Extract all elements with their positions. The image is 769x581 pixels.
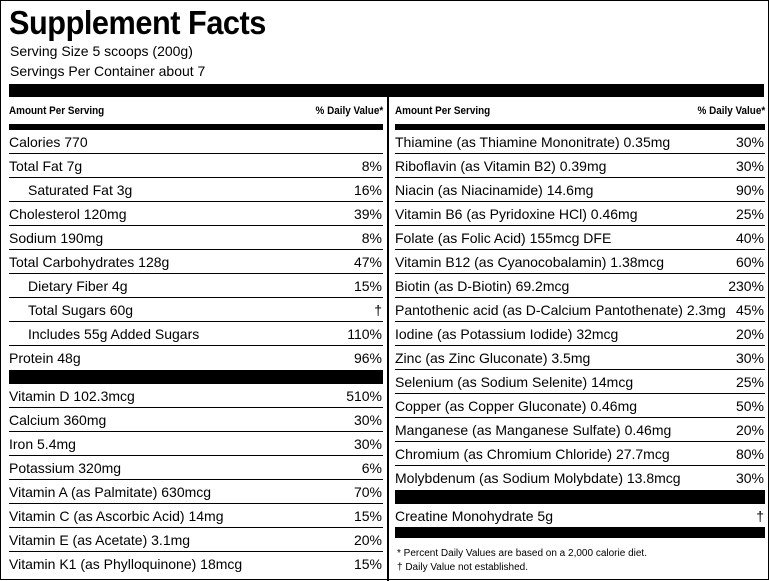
nutrient-value: 20% bbox=[735, 421, 764, 438]
nutrient-row bbox=[9, 298, 383, 322]
nutrient-value: 30% bbox=[735, 470, 764, 486]
section-thick-rule bbox=[9, 370, 383, 384]
nutrient-row bbox=[9, 202, 383, 226]
daily-value-label: % Daily Value* bbox=[697, 104, 765, 117]
nutrient-row bbox=[9, 250, 383, 274]
nutrient-value: 30% bbox=[735, 349, 764, 366]
nutrient-value: 15% bbox=[353, 556, 382, 572]
nutrient-row bbox=[395, 370, 765, 394]
nutrient-value: 47% bbox=[353, 253, 382, 270]
nutrient-value: 50% bbox=[735, 397, 764, 414]
nutrient-label: Total Sugars 60g bbox=[28, 301, 134, 318]
nutrient-label: Calcium 360mg bbox=[9, 411, 107, 428]
daily-value-label: % Daily Value* bbox=[315, 104, 383, 117]
nutrient-row bbox=[9, 504, 383, 528]
nutrient-row bbox=[9, 154, 383, 178]
amount-per-serving-label: Amount Per Serving bbox=[395, 104, 491, 117]
nutrient-row bbox=[9, 432, 383, 456]
nutrient-value: 110% bbox=[347, 325, 382, 342]
left-column-header bbox=[9, 97, 383, 124]
nutrient-value: 8% bbox=[361, 229, 382, 246]
nutrient-row bbox=[9, 480, 383, 504]
nutrient-row bbox=[9, 346, 383, 370]
nutrient-value: 16% bbox=[353, 181, 382, 198]
panel-title: Supplement Facts bbox=[9, 4, 266, 41]
nutrient-label: Calories 770 bbox=[9, 133, 88, 150]
nutrient-label: Total Fat 7g bbox=[9, 157, 83, 174]
nutrient-label: Folate (as Folic Acid) 155mcg DFE bbox=[395, 229, 612, 246]
nutrient-value: 8% bbox=[361, 157, 382, 174]
nutrient-value: 70% bbox=[353, 483, 382, 500]
nutrient-row bbox=[395, 442, 765, 466]
nutrient-label: Biotin (as D-Biotin) 69.2mcg bbox=[395, 277, 570, 294]
nutrient-label: Creatine Monohydrate 5g bbox=[395, 507, 553, 524]
nutrient-value: † bbox=[756, 507, 764, 524]
nutrient-value: 20% bbox=[735, 325, 764, 342]
nutrient-label: Manganese (as Manganese Sulfate) 0.46mg bbox=[395, 421, 672, 438]
nutrient-row bbox=[395, 346, 765, 370]
nutrient-row bbox=[395, 504, 765, 528]
nutrient-label: Includes 55g Added Sugars bbox=[28, 325, 200, 342]
nutrient-row bbox=[9, 456, 383, 480]
nutrient-value: 30% bbox=[353, 411, 382, 428]
nutrient-value: 96% bbox=[353, 350, 382, 366]
nutrient-label: Pantothenic acid (as D-Calcium Pantothenate) 2.3mg bbox=[395, 301, 726, 318]
nutrient-value: 20% bbox=[353, 531, 382, 548]
nutrient-label: Saturated Fat 3g bbox=[28, 181, 133, 198]
footnote-dagger: † Daily Value not established. bbox=[397, 562, 529, 573]
nutrient-value: † bbox=[374, 301, 382, 318]
nutrient-label: Molybdenum (as Sodium Molybdate) 13.8mcg bbox=[395, 470, 681, 486]
right-column bbox=[395, 97, 765, 575]
nutrient-row bbox=[395, 178, 765, 202]
nutrient-row bbox=[395, 322, 765, 346]
top-thick-rule bbox=[9, 84, 764, 97]
amount-per-serving-label: Amount Per Serving bbox=[9, 104, 105, 117]
nutrient-label: Selenium (as Sodium Selenite) 14mcg bbox=[395, 373, 634, 390]
nutrient-value: 15% bbox=[353, 507, 382, 524]
nutrient-label: Vitamin D 102.3mcg bbox=[9, 387, 135, 404]
nutrient-row bbox=[9, 384, 383, 408]
nutrient-label: Potassium 320mg bbox=[9, 459, 122, 476]
nutrient-row bbox=[9, 552, 383, 576]
nutrient-label: Vitamin K1 (as Phylloquinone) 18mcg bbox=[9, 556, 243, 572]
left-column bbox=[9, 97, 383, 576]
right-column-header bbox=[395, 97, 765, 124]
nutrient-value: 39% bbox=[353, 205, 382, 222]
nutrient-value: 45% bbox=[735, 301, 764, 318]
nutrient-row bbox=[395, 298, 765, 322]
nutrient-label: Vitamin B12 (as Cyanocobalamin) 1.38mcg bbox=[395, 253, 664, 270]
nutrient-row bbox=[9, 226, 383, 250]
nutrient-row bbox=[395, 154, 765, 178]
nutrient-label: Dietary Fiber 4g bbox=[28, 277, 128, 294]
nutrient-label: Sodium 190mg bbox=[9, 229, 104, 246]
nutrient-label: Chromium (as Chromium Chloride) 27.7mcg bbox=[395, 445, 670, 462]
nutrient-label: Vitamin E (as Acetate) 3.1mg bbox=[9, 531, 191, 548]
section-thick-rule bbox=[395, 528, 765, 538]
nutrient-value: 30% bbox=[735, 133, 764, 150]
nutrient-label: Vitamin B6 (as Pyridoxine HCl) 0.46mg bbox=[395, 205, 638, 222]
nutrient-label: Vitamin A (as Palmitate) 630mcg bbox=[9, 483, 212, 500]
nutrient-row bbox=[395, 274, 765, 298]
nutrient-row bbox=[395, 202, 765, 226]
nutrient-value: 40% bbox=[735, 229, 764, 246]
column-divider bbox=[387, 97, 389, 581]
nutrient-row bbox=[9, 178, 383, 202]
nutrient-label: Niacin (as Niacinamide) 14.6mg bbox=[395, 181, 594, 198]
nutrient-label: Total Carbohydrates 128g bbox=[9, 253, 170, 270]
nutrient-row bbox=[9, 274, 383, 298]
nutrient-label: Protein 48g bbox=[9, 350, 81, 366]
nutrient-value: 60% bbox=[735, 253, 764, 270]
nutrient-label: Copper (as Copper Gluconate) 0.46mg bbox=[395, 397, 638, 414]
nutrient-value: 30% bbox=[353, 435, 382, 452]
nutrient-row bbox=[9, 528, 383, 552]
nutrient-label: Iron 5.4mg bbox=[9, 435, 76, 452]
serving-size: Serving Size 5 scoops (200g) bbox=[10, 43, 193, 59]
nutrient-row bbox=[395, 226, 765, 250]
nutrient-value: 230% bbox=[728, 277, 764, 294]
nutrient-value: 90% bbox=[735, 181, 764, 198]
nutrient-value: 80% bbox=[735, 445, 764, 462]
servings-per-container: Servings Per Container about 7 bbox=[10, 63, 206, 79]
nutrient-row bbox=[395, 130, 765, 154]
nutrient-value: 15% bbox=[353, 277, 382, 294]
nutrient-row bbox=[9, 408, 383, 432]
nutrient-label: Riboflavin (as Vitamin B2) 0.39mg bbox=[395, 157, 607, 174]
nutrient-row bbox=[395, 466, 765, 490]
footnote-daily-value: * Percent Daily Values are based on a 2,000 calorie diet. bbox=[397, 548, 647, 559]
nutrient-value: 25% bbox=[735, 373, 764, 390]
nutrient-row bbox=[395, 394, 765, 418]
nutrient-value: 25% bbox=[735, 205, 764, 222]
nutrient-label: Iodine (as Potassium Iodide) 32mcg bbox=[395, 325, 619, 342]
nutrient-label: Zinc (as Zinc Gluconate) 3.5mg bbox=[395, 349, 591, 366]
nutrient-value: 30% bbox=[735, 157, 764, 174]
nutrient-value: 510% bbox=[346, 387, 382, 404]
nutrient-value: 6% bbox=[361, 459, 382, 476]
nutrient-row bbox=[9, 130, 383, 154]
section-thick-rule bbox=[395, 490, 765, 504]
nutrient-row bbox=[9, 322, 383, 346]
nutrient-label: Thiamine (as Thiamine Mononitrate) 0.35mg bbox=[395, 133, 671, 150]
nutrient-label: Cholesterol 120mg bbox=[9, 205, 127, 222]
nutrient-row bbox=[395, 250, 765, 274]
nutrient-row bbox=[395, 418, 765, 442]
nutrient-label: Vitamin C (as Ascorbic Acid) 14mg bbox=[9, 507, 224, 524]
